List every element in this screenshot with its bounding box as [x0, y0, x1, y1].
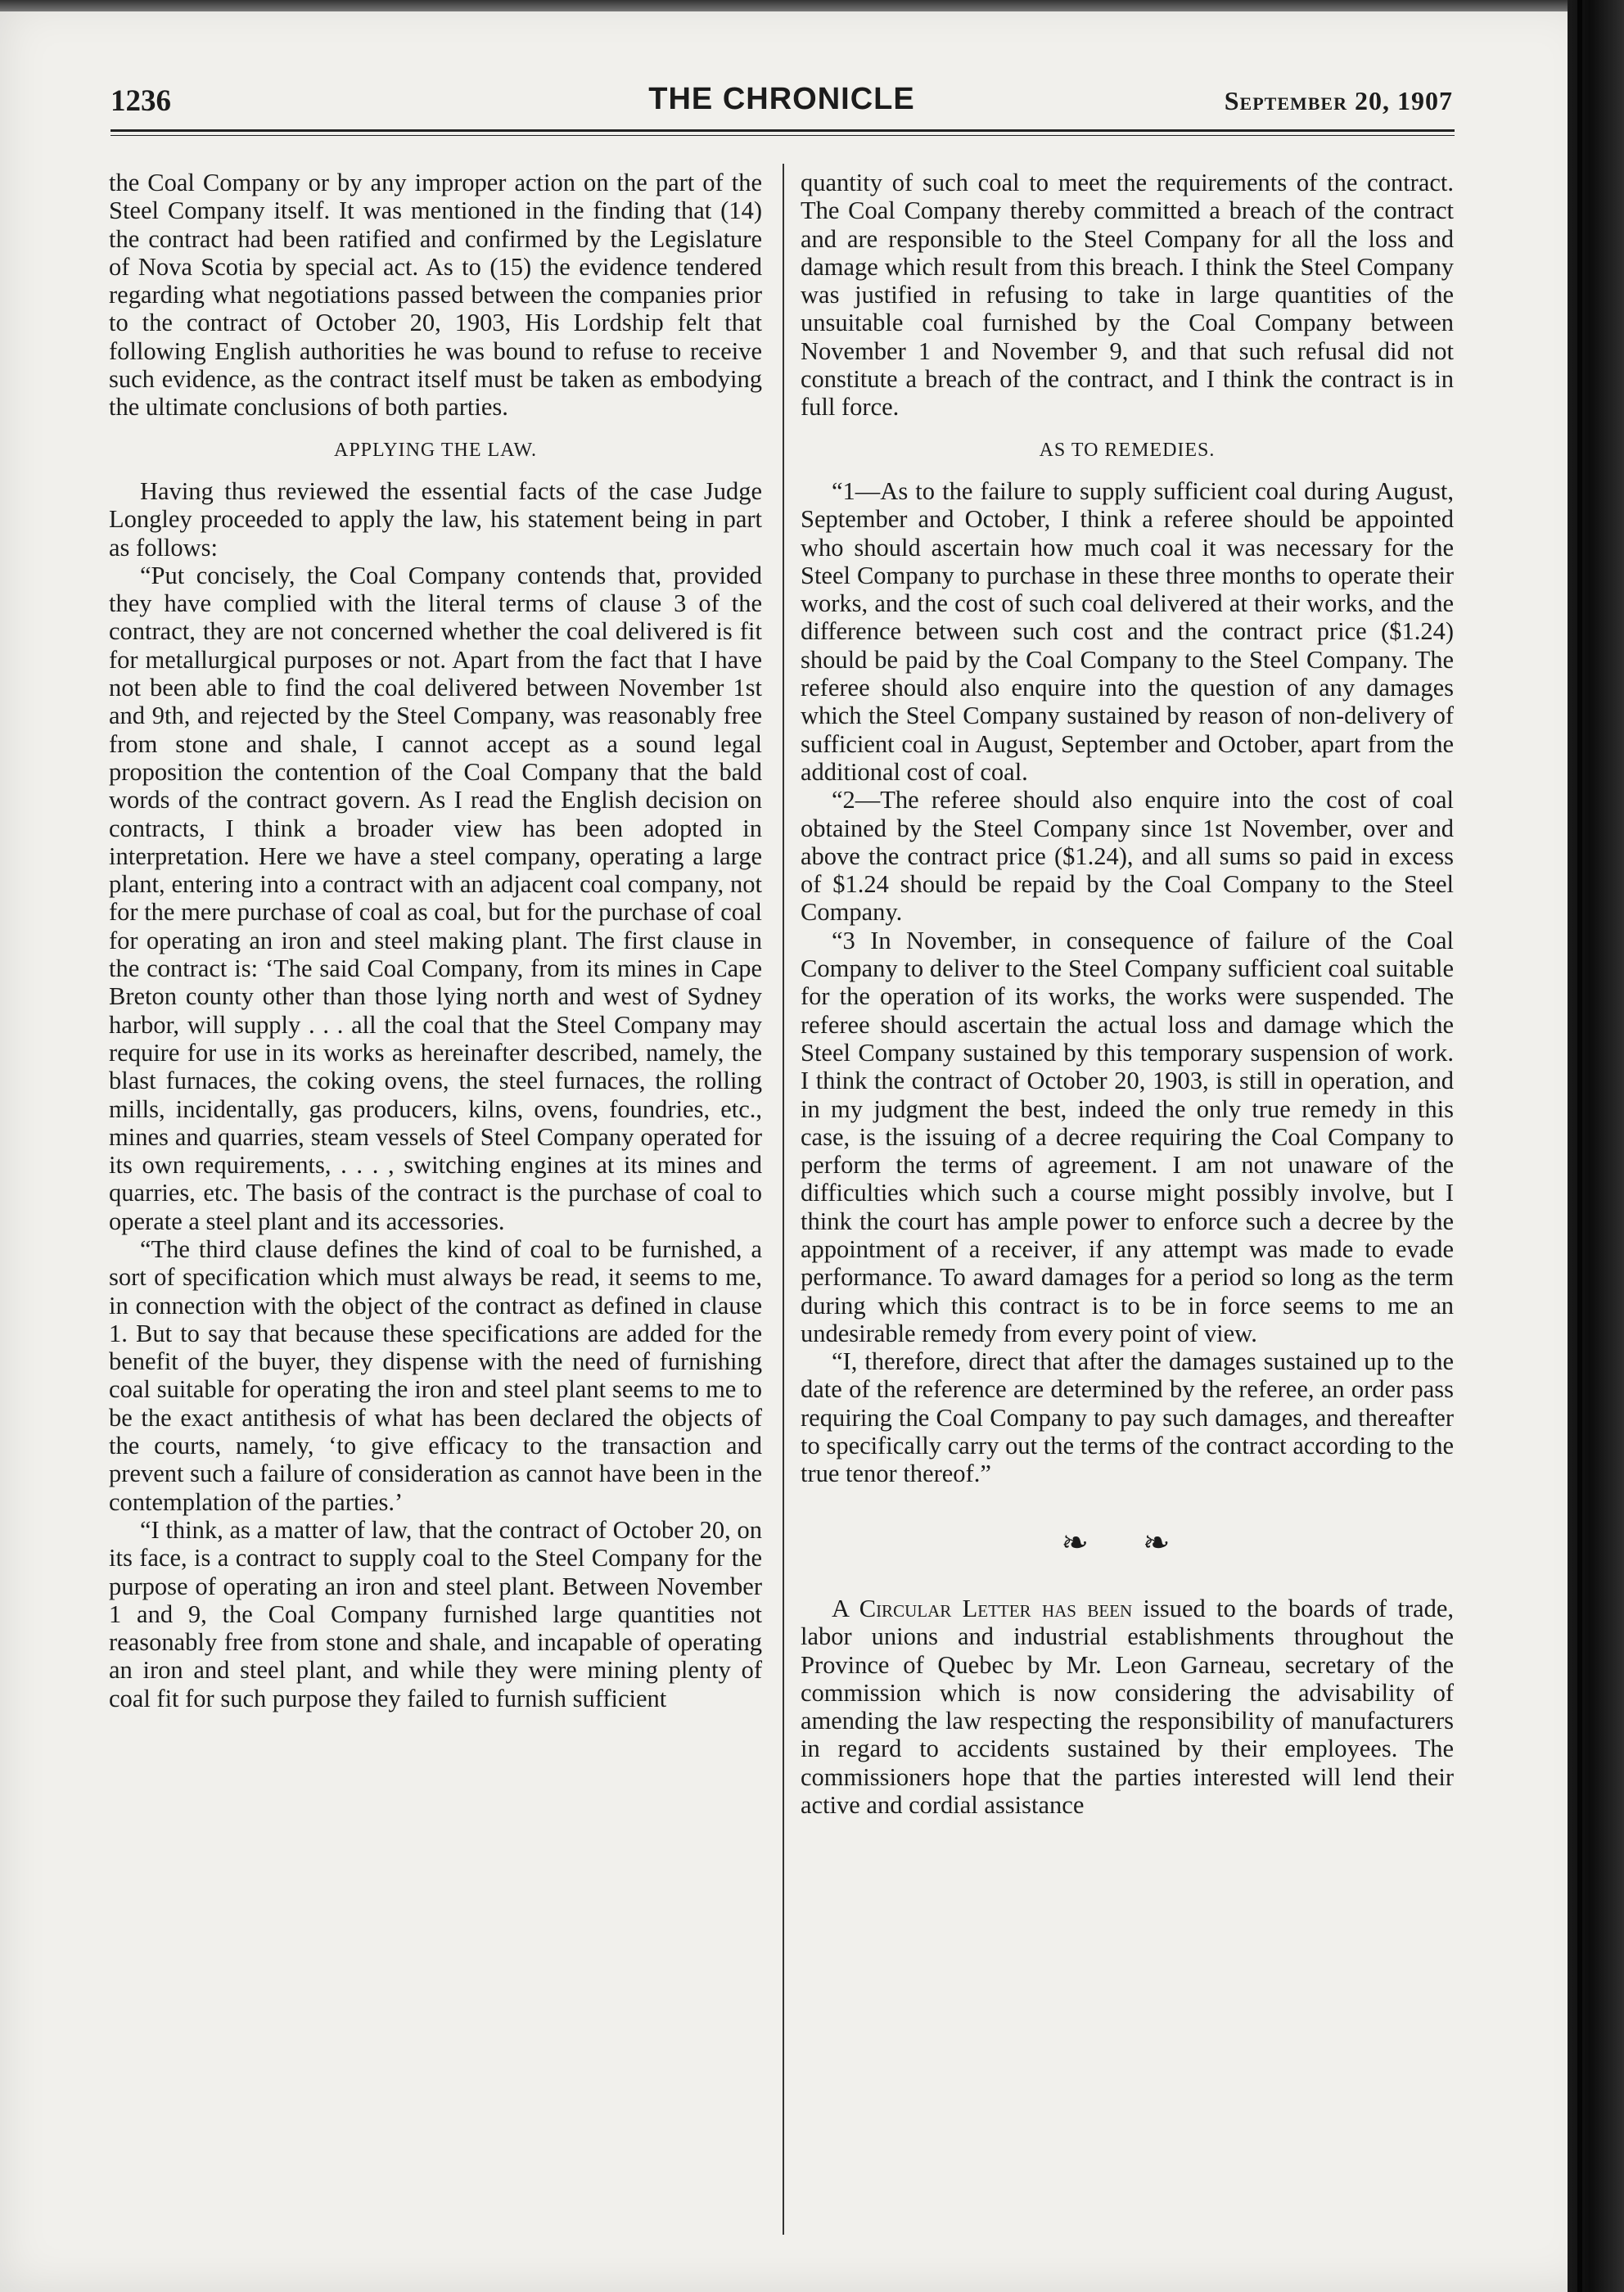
left-intro-paragraph: the Coal Company or by any improper action on the part of the Steel Company itself. It was mentioned in the finding that (14) the contract had been ratified and confirmed by the Legislature of Nova Scotia by special act. As to (15) the evidence tendered regarding what negotiations passed between the companies prior to the contract of October 20, 1903, His Lordship felt that following English authorities he was bound to refuse to receive such evidence, as the contract itself must be taken as embodying the ultimate conclusions of both parties.: [109, 169, 762, 422]
section-heading-applying-the-law: APPLYING THE LAW.: [333, 439, 537, 461]
left-paragraph: “I think, as a matter of law, that the contract of October 20, on its face, is a contract to supply coal to the Steel Company for the purpose of operating an iron and steel plant. Between November 1 and 9, the Coal Company furnished large quantities not reasonably free from stone and shale, and incapable of operating an iron and steel plant, and while they were mining plenty of coal fit for such purpose they failed to furnish sufficient: [109, 1515, 762, 1712]
left-paragraph: Having thus reviewed the essential facts of the case Judge Longley proceeded to apply the law, his statement being in part as follows:: [109, 476, 762, 562]
header-rule-thin: [111, 135, 1455, 136]
right-paragraph: “1—As to the failure to supply sufficient coal during August, September and October, I think a referee should be appointed who should ascertain how much coal it was necessary for the Steel Company to purchase in these three months to operate their works, and the cost of such coal delivered at their works, and the difference between such cost and the contract price ($1.24) should be paid by the Coal Company to the Steel Company. The referee should also enquire into the question of any damages which the Steel Company sustained by reason of non-delivery of sufficient coal in August, September and October, apart from the additional cost of coal.: [801, 476, 1454, 786]
page-header: [111, 83, 1453, 124]
section-separator-ornament: ❧ ❧: [1061, 1523, 1193, 1561]
column-divider: [783, 164, 784, 2235]
right-column: [801, 169, 1454, 1819]
left-column: [109, 169, 762, 1712]
right-paragraph: “I, therefore, direct that after the damages sustained up to the date of the reference are determined by the referee, an order pass requiring the Coal Company to pay such damages, and thereafter to specifically carry out the terms of the contract according to the true tenor thereof.”: [801, 1347, 1454, 1488]
notice-lead-caps: A Circular Letter has been: [832, 1594, 1133, 1622]
header-rule: [111, 129, 1455, 132]
right-intro-paragraph: quantity of such coal to meet the requirements of the contract. The Coal Company thereby committed a breach of the contract and are responsible to the Steel Company for all the loss and damage which result from this breach. I think the Steel Company was justified in refusing to take in large quantities of the unsuitable coal furnished by the Coal Company between November 1 and November 9, and that such refusal did not constitute a breach of the contract, and I think the contract is in full force.: [801, 169, 1454, 422]
left-paragraph: “Put concisely, the Coal Company contends that, provided they have complied with the literal terms of clause 3 of the contract, they are not concerned whether the coal delivered is fit for metallurgical purposes or not. Apart from the fact that I have not been able to find the coal delivered between November 1st and 9th, and rejected by the Steel Company, was reasonably free from stone and shale, I cannot accept as a sound legal proposition the contention of the Coal Company that the bald words of the contract govern. As I read the English decision on contracts, I think a broader view has been adopted in interpretation. Here we have a steel company, operating a large plant, entering into a contract with an adjacent coal company, not for the mere purchase of coal as coal, but for the purchase of coal for operating an iron and steel making plant. The first clause in the contract is: ‘The said Coal Company, from its mines in Cape Breton county other than those lying north and west of Sydney harbor, will supply . . . all the coal that the Steel Company may require for use in its works as hereinafter described, namely, the blast furnaces, the coking ovens, the steel furnaces, the rolling mills, incidentally, gas producers, kilns, ovens, foundries, etc., mines and quarries, steam vessels of Steel Company operated for its own requirements, . . . , switching engines at its mines and quarries, etc. The basis of the contract is the purchase of coal to operate a steel plant and its accessories.: [109, 561, 762, 1235]
left-paragraph: “The third clause defines the kind of coal to be furnished, a sort of specification which must always be read, it seems to me, in connection with the object of the contract as defined in clause 1. But to say that because these specifications are added for the benefit of the buyer, they dispense with the need of furnishing coal suitable for operating the iron and steel plant seems to me to be the exact antithesis of what has been declared the objects of the courts, namely, ‘to give efficacy to the transaction and prevent such a failure of consideration as cannot have been in the contemplation of the parties.’: [109, 1234, 762, 1516]
scan-top-edge: [0, 0, 1596, 11]
circular-letter-notice: [801, 1595, 1454, 1819]
right-paragraph: “3 In November, in consequence of failure of the Coal Company to deliver to the Steel Company sufficient coal suitable for the operation of its works, the works were suspended. The referee should ascertain the actual loss and damage which the Steel Company sustained by this temporary suspension of work. I think the contract of October 20, 1903, is still in operation, and in my judgment the best, indeed the only true remedy in this case, is the issuing of a decree requiring the Coal Company to perform the terms of agreement. I am not unaware of the difficulties which such a course might possibly involve, but I think the court has ample power to enforce such a decree by the appointment of a receiver, if any attempt was made to evade performance. To award damages for a period so long as the term during which this contract is to be in force seems to me an undesirable remedy from every point of view.: [801, 926, 1454, 1347]
right-paragraph: “2—The referee should also enquire into the cost of coal obtained by the Steel Company since 1st November, over and above the contract price ($1.24), and all sums so paid in excess of $1.24 should be repaid by the Coal Company to the Steel Company.: [801, 786, 1454, 927]
page-number: 1236: [111, 84, 171, 118]
notice-body: issued to the boards of trade, labor unions and industrial establishments throughout the Province of Quebec by Mr. Leon Garneau, secretary of the commission which is now considering the advisability of amending the law respecting the responsibility of manufacturers in regard to accidents sustained by their employees. The commissioners hope that the parties interested will lend their active and cordial assistance: [801, 1594, 1454, 1820]
issue-date: September 20, 1907: [1224, 86, 1453, 115]
section-heading-as-to-remedies: AS TO REMEDIES.: [1039, 439, 1216, 461]
publication-title: THE CHRONICLE: [648, 82, 915, 116]
page-binding-edge: [1568, 0, 1624, 2292]
